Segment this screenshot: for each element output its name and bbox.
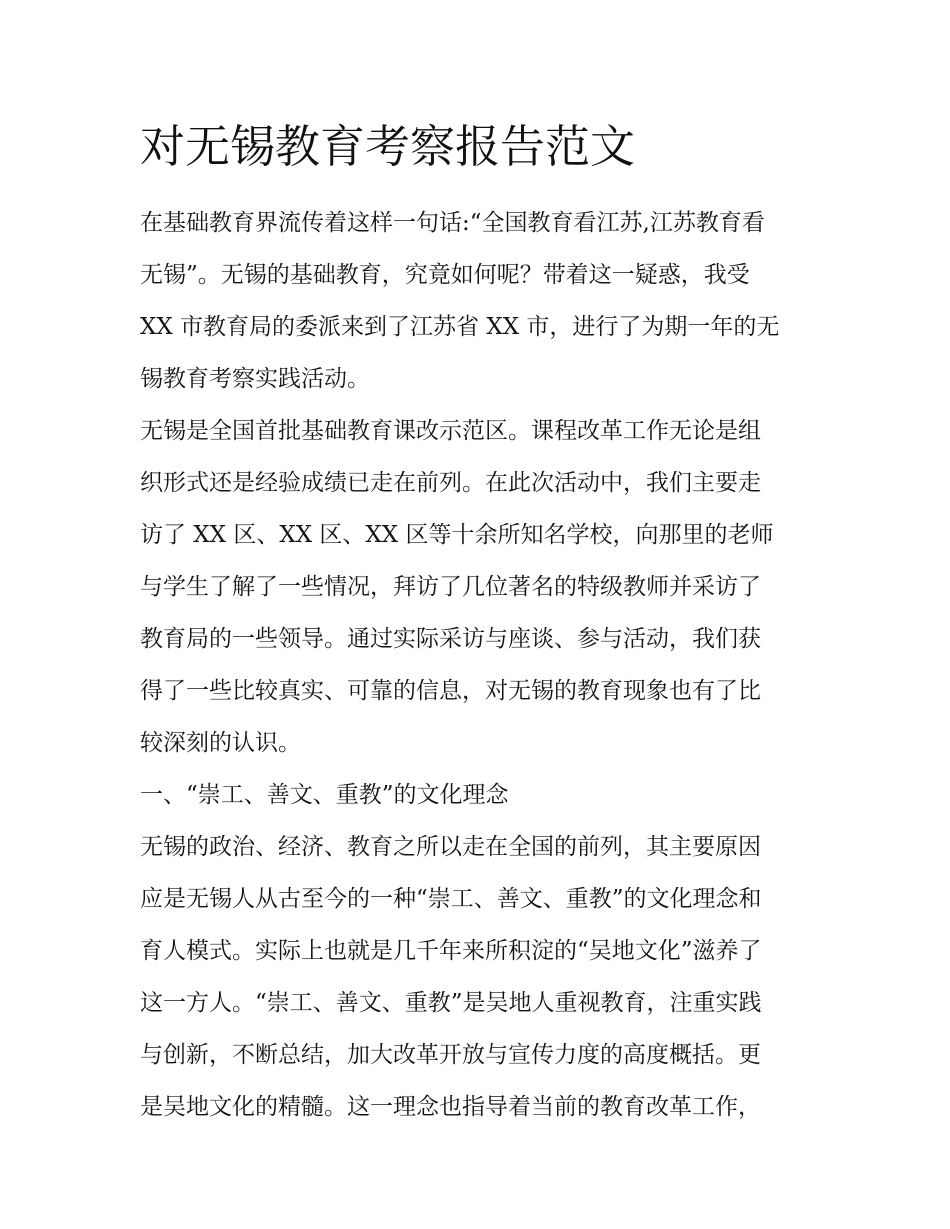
- text-line: 教育局的一些领导。通过实际采访与座谈、参与活动，我们获: [140, 626, 761, 652]
- text-line: 锡教育考察实践活动。: [140, 366, 370, 392]
- text-line: 得了一些比较真实、可靠的信息，对无锡的教育现象也有了比: [140, 678, 761, 704]
- text-line: 无锡”。无锡的基础教育，究竟如何呢？带着这一疑惑，我受: [140, 262, 750, 288]
- document-title: 对无锡教育考察报告范文: [140, 120, 636, 173]
- text-line: 织形式还是经验成绩已走在前列。在此次活动中，我们主要走: [140, 470, 761, 496]
- document-body: [140, 197, 812, 1133]
- text-line: 与创新，不断总结，加大改革开放与宣传力度的高度概括。更: [140, 1042, 761, 1068]
- text-line: 访了 XX 区、XX 区、XX 区等十余所知名学校，向那里的老师: [140, 522, 774, 548]
- section-heading: 一、“崇工、善文、重教”的文化理念: [140, 782, 509, 808]
- text-line: 这一方人。“崇工、善文、重教”是吴地人重视教育，注重实践: [140, 990, 762, 1016]
- text-line: 育人模式。实际上也就是几千年来所积淀的“吴地文化”滋养了: [140, 938, 762, 964]
- text-line: 是吴地文化的精髓。这一理念也指导着当前的教育改革工作，: [140, 1094, 761, 1120]
- text-line: 与学生了解了一些情况，拜访了几位著名的特级教师并采访了: [140, 574, 761, 600]
- text-line: 无锡是全国首批基础教育课改示范区。课程改革工作无论是组: [140, 418, 761, 444]
- text-line: 较深刻的认识。: [140, 730, 301, 756]
- text-line: 无锡的政治、经济、教育之所以走在全国的前列，其主要原因: [140, 834, 761, 860]
- text-line: XX 市教育局的委派来到了江苏省 XX 市，进行了为期一年的无: [140, 314, 780, 340]
- text-line: 在基础教育界流传着这样一句话:“全国教育看江苏,江苏教育看: [140, 210, 765, 236]
- text-line: 应是无锡人从古至今的一种“崇工、善文、重教”的文化理念和: [140, 886, 762, 912]
